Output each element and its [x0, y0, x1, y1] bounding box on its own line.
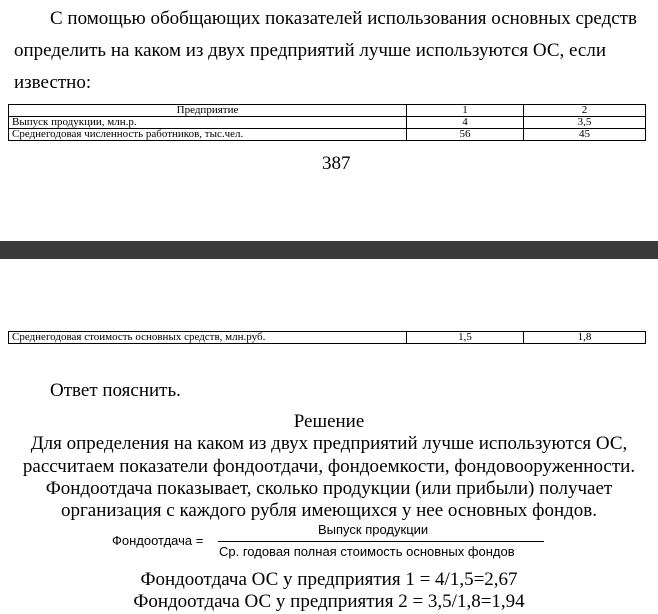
table-cell: Выпуск продукции, млн.р. [9, 117, 407, 129]
table-header-row [9, 105, 646, 117]
table-header-cell: 2 [524, 105, 646, 117]
table-cell: Среднегодовая стоимость основных средств, млн.руб. [9, 332, 407, 344]
data-table [8, 104, 646, 141]
result-line: Фондоотдача ОС у предприятия 2 = 3,5/1,8=1,94 [133, 591, 525, 612]
table-cell: 56 [407, 129, 524, 141]
table-cell: 45 [524, 129, 646, 141]
solution-line: организация с каждого рубля имеющихся у нее основных фондов. [60, 500, 598, 521]
result-line: Фондоотдача ОС у предприятия 1 = 4/1,5=2,67 [140, 569, 518, 590]
table-cell: 1,8 [524, 332, 646, 344]
fraction-bar [218, 541, 544, 542]
data-table-continued [8, 331, 646, 344]
table-header-cell: Предприятие [9, 105, 407, 117]
formula-denominator: Ср. годовая полная стоимость основных фондов [219, 544, 515, 559]
answer-prompt: Ответ пояснить. [50, 380, 181, 401]
task-line-2: определить на каком из двух предприятий лучше используются ОС, если [14, 40, 607, 61]
table-row [9, 117, 646, 129]
table-header-cell: 1 [407, 105, 524, 117]
table-row [9, 129, 646, 141]
solution-line: Для определения на каком из двух предприятий лучше используются ОС, [30, 433, 628, 454]
formula-lhs: Фондоотдача = [112, 533, 204, 548]
formula-numerator: Выпуск продукции [318, 522, 429, 537]
table-cell: 1,5 [407, 332, 524, 344]
table-cell: Среднегодовая численность работников, тыс.чел. [9, 129, 407, 141]
solution-heading: Решение [293, 411, 365, 432]
task-line-3: известно: [14, 72, 92, 93]
table-row [9, 332, 646, 344]
page-separator [0, 241, 658, 259]
task-line-1: С помощью обобщающих показателей использования основных средств [50, 8, 637, 29]
table-cell: 3,5 [524, 117, 646, 129]
table-cell: 4 [407, 117, 524, 129]
page-number: 387 [322, 153, 351, 174]
solution-line: Фондоотдача показывает, сколько продукции (или прибыли) получает [45, 478, 613, 499]
solution-line: рассчитаем показатели фондоотдачи, фондоемкости, фондовооруженности. [22, 456, 636, 477]
